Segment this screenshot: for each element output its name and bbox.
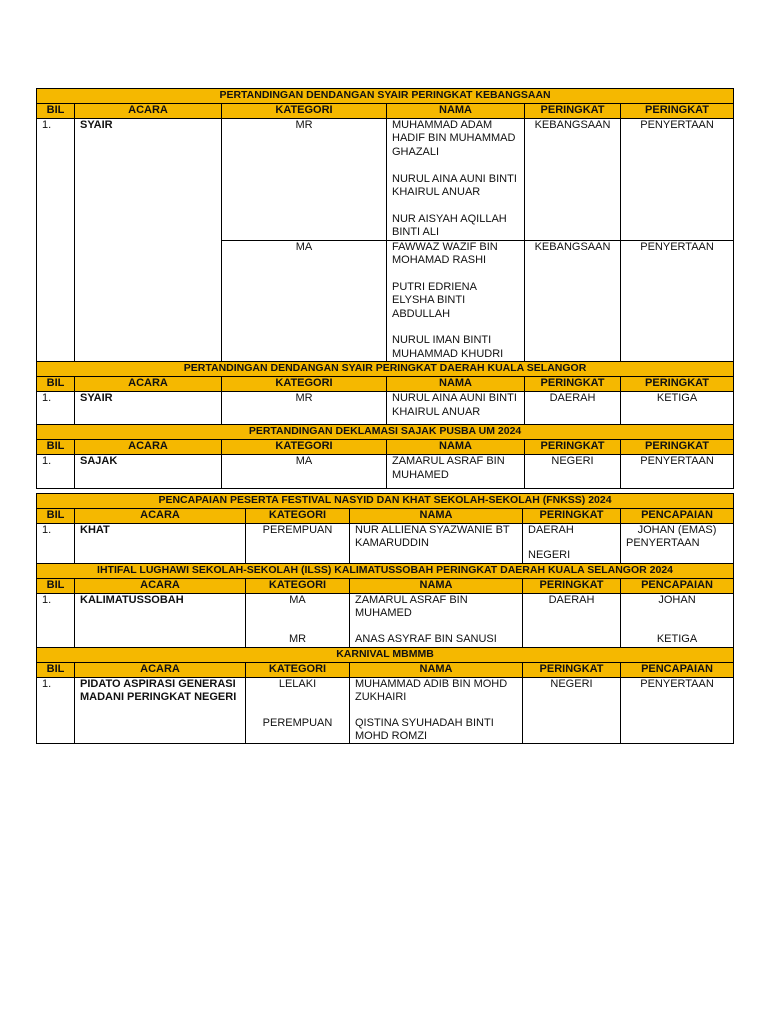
participant-name: FAWWAZ WAZIF BIN MOHAMAD RASHI: [392, 240, 498, 267]
cell-kategori: MR: [222, 392, 387, 425]
col-header-acara: ACARA: [75, 104, 222, 119]
cell-bil: 1.: [37, 524, 75, 564]
participant-name: PUTRI EDRIENA ELYSHA BINTI ABDULLAH: [392, 280, 477, 320]
participant-name: ZAMARUL ASRAF BIN MUHAMED: [355, 593, 468, 620]
col-header-peringkat-2: PERINGKAT: [621, 440, 734, 455]
cell-nama: NURUL AINA AUNI BINTI KHAIRUL ANUAR: [387, 392, 525, 425]
achievement-table-1: [36, 88, 734, 489]
cell-peringkat: KEBANGSAAN: [525, 240, 621, 362]
col-header-peringkat: PERINGKAT: [525, 377, 621, 392]
pencapaian-value: KETIGA: [656, 633, 698, 646]
section-title: IHTIFAL LUGHAWI SEKOLAH-SEKOLAH (ILSS) KALIMATUSSOBAH PERINGKAT DAERAH KUALA SELANGOR 2024: [37, 563, 734, 578]
col-header-kategori: KATEGORI: [246, 578, 350, 593]
cell-nama: [350, 677, 523, 744]
cell-pencapaian: PENYERTAAN: [621, 455, 734, 489]
col-header-pencapaian: PENCAPAIAN: [621, 662, 734, 677]
cell-kategori: [246, 593, 350, 647]
col-header-bil: BIL: [37, 104, 75, 119]
cell-nama: [387, 119, 525, 241]
peringkat-value: DAERAH: [528, 524, 574, 536]
cell-acara: SYAIR: [75, 392, 222, 425]
cell-acara: SAJAK: [75, 455, 222, 489]
cell-kategori: MA: [222, 240, 387, 362]
pencapaian-value: JOHAN (EMAS): [637, 524, 717, 536]
col-header-peringkat: PERINGKAT: [523, 578, 621, 593]
achievement-table-2: [36, 493, 734, 744]
table-row: [37, 677, 734, 744]
col-header-kategori: KATEGORI: [222, 377, 387, 392]
participant-name: NURUL AINA AUNI BINTI KHAIRUL ANUAR: [392, 172, 517, 199]
col-header-nama: NAMA: [350, 509, 523, 524]
cell-pencapaian: KETIGA: [621, 392, 734, 425]
col-header-bil: BIL: [37, 662, 75, 677]
table-row: [37, 455, 734, 489]
cell-peringkat: DAERAH: [523, 593, 621, 647]
col-header-nama: NAMA: [387, 440, 525, 455]
col-header-kategori: KATEGORI: [246, 509, 350, 524]
col-header-acara: ACARA: [75, 662, 246, 677]
col-header-nama: NAMA: [387, 377, 525, 392]
kategori-value: MA: [289, 593, 306, 606]
cell-kategori: MA: [222, 455, 387, 489]
col-header-peringkat: PERINGKAT: [523, 509, 621, 524]
cell-bil: 1.: [37, 677, 75, 744]
cell-pencapaian: [621, 524, 734, 564]
col-header-kategori: KATEGORI: [246, 662, 350, 677]
kategori-value: MR: [288, 633, 307, 646]
table-row: [37, 524, 734, 564]
cell-peringkat: [523, 524, 621, 564]
cell-pencapaian: PENYERTAAN: [621, 119, 734, 241]
col-header-pencapaian: PENCAPAIAN: [621, 578, 734, 593]
section-title: PENCAPAIAN PESERTA FESTIVAL NASYID DAN KHAT SEKOLAH-SEKOLAH (FNKSS) 2024: [37, 494, 734, 509]
cell-pencapaian: PENYERTAAN: [621, 240, 734, 362]
col-header-nama: NAMA: [350, 662, 523, 677]
col-header-peringkat-2: PERINGKAT: [621, 104, 734, 119]
col-header-kategori: KATEGORI: [222, 104, 387, 119]
table-row: [37, 593, 734, 647]
cell-nama: ZAMARUL ASRAF BIN MUHAMED: [387, 455, 525, 489]
kategori-value: PEREMPUAN: [262, 717, 333, 730]
table-row: [37, 392, 734, 425]
cell-pencapaian: PENYERTAAN: [621, 677, 734, 744]
col-header-acara: ACARA: [75, 578, 246, 593]
col-header-acara: ACARA: [75, 377, 222, 392]
col-header-nama: NAMA: [350, 578, 523, 593]
col-header-bil: BIL: [37, 509, 75, 524]
col-header-nama: NAMA: [387, 104, 525, 119]
cell-peringkat: NEGERI: [523, 677, 621, 744]
cell-nama: [350, 593, 523, 647]
col-header-bil: BIL: [37, 377, 75, 392]
participant-name: QISTINA SYUHADAH BINTI MOHD ROMZI: [355, 716, 494, 743]
participant-name: MUHAMMAD ADAM HADIF BIN MUHAMMAD GHAZALI: [392, 119, 516, 158]
col-header-acara: ACARA: [75, 509, 246, 524]
cell-peringkat: KEBANGSAAN: [525, 119, 621, 241]
col-header-bil: BIL: [37, 578, 75, 593]
col-header-pencapaian: PENCAPAIAN: [621, 509, 734, 524]
col-header-peringkat: PERINGKAT: [523, 662, 621, 677]
cell-peringkat: NEGERI: [525, 455, 621, 489]
col-header-peringkat: PERINGKAT: [525, 440, 621, 455]
section-title: KARNIVAL MBMMB: [37, 647, 734, 662]
cell-bil: 1.: [37, 593, 75, 647]
cell-peringkat: DAERAH: [525, 392, 621, 425]
participant-name: MUHAMMAD ADIB BIN MOHD ZUKHAIRI: [355, 677, 508, 704]
cell-bil: 1.: [37, 119, 75, 362]
participant-name: ANAS ASYRAF BIN SANUSI: [355, 632, 497, 645]
pencapaian-value: JOHAN: [658, 593, 696, 606]
col-header-bil: BIL: [37, 440, 75, 455]
cell-kategori: [246, 677, 350, 744]
cell-nama: [387, 240, 525, 362]
kategori-value: LELAKI: [278, 677, 317, 690]
col-header-peringkat-2: PERINGKAT: [621, 377, 734, 392]
table-row: [37, 119, 734, 241]
col-header-kategori: KATEGORI: [222, 440, 387, 455]
section-title: PERTANDINGAN DENDANGAN SYAIR PERINGKAT DAERAH KUALA SELANGOR: [37, 362, 734, 377]
section-title: PERTANDINGAN DEKLAMASI SAJAK PUSBA UM 2024: [37, 425, 734, 440]
col-header-peringkat: PERINGKAT: [525, 104, 621, 119]
cell-pencapaian: [621, 593, 734, 647]
col-header-acara: ACARA: [75, 440, 222, 455]
peringkat-value: NEGERI: [528, 549, 571, 562]
cell-kategori: PEREMPUAN: [246, 524, 350, 564]
cell-bil: 1.: [37, 392, 75, 425]
cell-acara: KHAT: [75, 524, 246, 564]
cell-acara: SYAIR: [75, 119, 222, 362]
cell-kategori: MR: [222, 119, 387, 241]
cell-acara: PIDATO ASPIRASI GENERASI MADANI PERINGKAT NEGERI: [75, 677, 246, 744]
participant-name: NUR AISYAH AQILLAH BINTI ALI: [392, 212, 507, 239]
cell-bil: 1.: [37, 455, 75, 489]
participant-name: NURUL IMAN BINTI MUHAMMAD KHUDRI: [392, 334, 504, 360]
cell-nama: NUR ALLIENA SYAZWANIE BT KAMARUDDIN: [350, 524, 523, 564]
cell-acara: KALIMATUSSOBAH: [75, 593, 246, 647]
pencapaian-value: PENYERTAAN: [626, 537, 700, 550]
section-title: PERTANDINGAN DENDANGAN SYAIR PERINGKAT KEBANGSAAN: [37, 89, 734, 104]
